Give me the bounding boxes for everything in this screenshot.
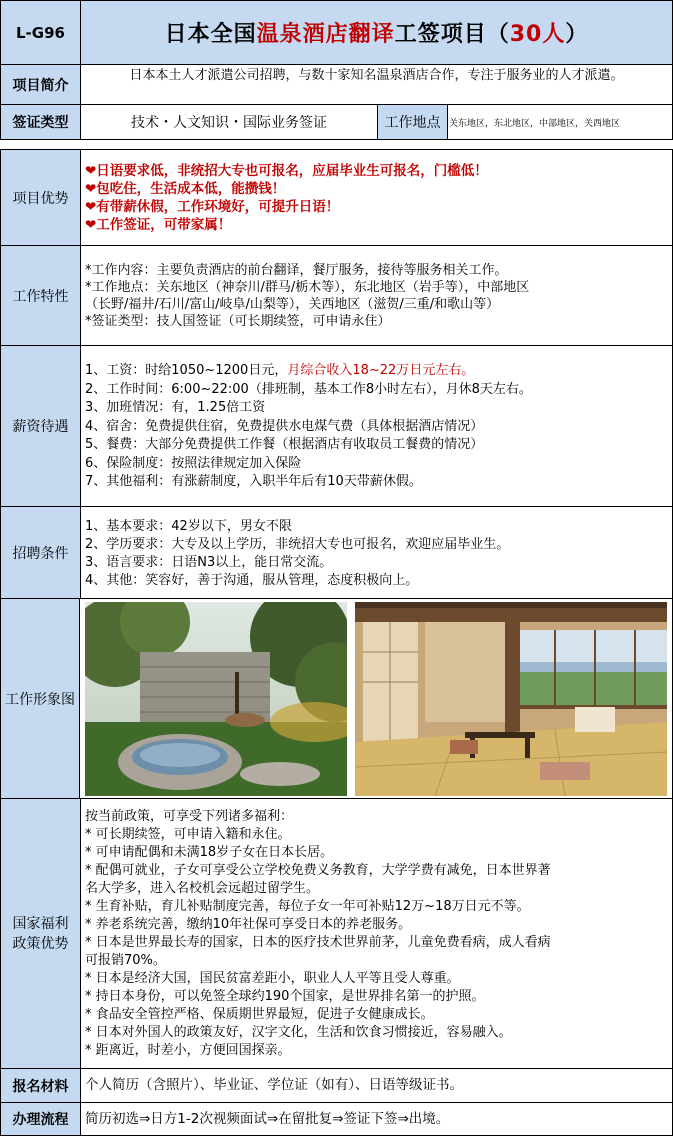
intro-text: 日本本土人才派遣公司招聘，与数十家知名温泉酒店合作，专注于服务业的人才派遣。	[129, 68, 624, 83]
advantages-label: 项目优势	[1, 150, 81, 245]
location-label: 工作地点	[378, 105, 448, 139]
advantage-item: ❤包吃住，生活成本低，能攒钱！	[85, 181, 286, 197]
welfare-line: * 可长期续签，可申请入籍和永住。	[85, 827, 291, 842]
salary-line: 6、保险制度：按照法律规定加入保险	[85, 455, 302, 471]
welfare-line: * 食品安全管控严格、保质期世界最短，促进子女健康成长。	[85, 1007, 434, 1022]
visa-label: 签证类型	[1, 105, 81, 139]
salary-line	[85, 362, 668, 381]
welfare-row	[1, 799, 672, 1069]
welfare-line: * 生育补贴，育儿补贴制度完善，每位子女一年可补贴12万~18万日元不等。	[85, 899, 530, 914]
salary-monthly-highlight: 月综合收入18~22万日元左右。	[287, 363, 475, 378]
features-label: 工作特性	[1, 246, 81, 345]
requirement-line: 1、基本要求：42岁以下，男女不限	[85, 519, 292, 534]
feature-line: *签证类型：技人国签证（可长期续签，可申请永住）	[85, 314, 391, 329]
visa-row	[1, 105, 672, 139]
requirements-label: 招聘条件	[1, 507, 81, 598]
visa-value: 技术・人文知识・国际业务签证	[81, 105, 378, 139]
salary-line: 3、加班情况：有，1.25倍工资	[85, 400, 266, 415]
feature-line: *工作地点：关东地区（神奈川/群马/栃木等），东北地区（岩手等），中部地区	[85, 280, 530, 295]
welfare-line: * 持日本身份，可以免签全球约190个国家，是世界排名第一的护照。	[85, 989, 485, 1004]
welfare-label: 国家福利政策优势	[1, 799, 81, 1068]
salary-list	[81, 346, 672, 506]
welfare-line: 按当前政策，可享受下列诸多福利：	[85, 809, 294, 824]
requirement-line: 4、其他：笑容好，善于沟通，服从管理，态度积极向上。	[85, 573, 419, 588]
advantage-item: ❤工作签证，可带家属！	[85, 217, 232, 233]
process-text: 简历初选⇒日方1-2次视频面试⇒在留批复⇒签证下签⇒出境。	[85, 1110, 450, 1127]
images-label: 工作形象图	[1, 599, 80, 798]
advantages-list	[81, 150, 672, 245]
materials-text: 个人简历（含照片）、毕业证、学位证（如有）、日语等级证书。	[85, 1077, 463, 1094]
materials-label: 报名材料	[1, 1069, 81, 1102]
intro-row	[1, 65, 672, 105]
title-part-2: 温泉酒店翻译	[256, 22, 395, 47]
onsen-photo	[85, 602, 347, 796]
welfare-line: * 距离近，时差小，方便回国探亲。	[85, 1043, 291, 1058]
title-part-3: 工签项目（	[394, 22, 510, 47]
welfare-line: * 日本是经济大国，国民贫富差距小，职业人人平等且受人尊重。	[85, 971, 460, 986]
images-row	[1, 599, 672, 799]
requirements-row	[1, 507, 672, 599]
welfare-line: * 可申请配偶和未满18岁子女在日本长居。	[85, 845, 334, 860]
salary-row	[1, 346, 672, 507]
salary-line-prefix: 1、工资：时给1050~1200日元，	[85, 363, 288, 378]
welfare-line: * 日本对外国人的政策友好，汉字文化，生活和饮食习惯接近，容易融入。	[85, 1025, 512, 1040]
advantage-item: ❤有带薪休假，工作环境好，可提升日语！	[85, 199, 340, 215]
materials-row	[1, 1069, 672, 1103]
features-list	[81, 246, 672, 345]
header-table	[0, 0, 673, 140]
title-part-4: 30人	[509, 22, 566, 47]
title-row	[1, 1, 672, 65]
welfare-line: 可报销70%。	[85, 953, 166, 968]
location-value: 关东地区，东北地区，中部地区，关西地区	[449, 118, 621, 129]
features-row	[1, 246, 672, 346]
welfare-line: 名大学多，进入名校机会远超过留学生。	[85, 881, 320, 896]
intro-label: 项目简介	[1, 65, 81, 104]
tatami-room-photo	[355, 602, 667, 796]
advantage-item: ❤日语要求低，非统招大专也可报名，应届毕业生可报名，门槛低！	[85, 163, 488, 179]
salary-line: 4、宿舍：免费提供住宿，免费提供水电煤气费（具体根据酒店情况）	[85, 418, 484, 434]
requirement-line: 3、语言要求：日语N3以上，能日常交流。	[85, 555, 333, 570]
welfare-line: * 配偶可就业，子女可享受公立学校免费义务教育，大学学费有减免，日本世界著	[85, 863, 551, 878]
title-part-1: 日本全国	[164, 22, 257, 47]
process-row	[1, 1103, 672, 1135]
images-area	[80, 599, 672, 798]
advantages-row	[1, 150, 672, 246]
project-code: L-G96	[1, 1, 81, 64]
main-table	[0, 149, 673, 1136]
title-part-5: ）	[565, 22, 589, 47]
welfare-line: * 养老系统完善，缴纳10年社保可享受日本的养老服务。	[85, 917, 412, 932]
salary-label: 薪资待遇	[1, 346, 81, 506]
salary-line: 2、工作时间：6:00~22:00（排班制，基本工作8小时左右），月休8天左右。	[85, 381, 532, 397]
salary-line: 5、餐费：大部分免费提供工作餐（根据酒店有收取员工餐费的情况）	[85, 437, 484, 452]
requirement-line: 2、学历要求：大专及以上学历，非统招大专也可报名，欢迎应届毕业生。	[85, 537, 510, 552]
requirements-list	[81, 507, 672, 598]
salary-line: 7、其他福利：有涨薪制度，入职半年后有10天带薪休假。	[85, 474, 422, 489]
welfare-line: * 日本是世界最长寿的国家，日本的医疗技术世界前茅，儿童免费看病，成人看病	[85, 935, 551, 950]
feature-line: （长野/福井/石川/富山/岐阜/山梨等），关西地区（滋贺/三重/和歌山等）	[85, 297, 500, 312]
process-label: 办理流程	[1, 1103, 81, 1135]
page-title	[81, 1, 672, 64]
feature-line: *工作内容：主要负责酒店的前台翻译，餐厅服务，接待等服务相关工作。	[85, 263, 508, 278]
welfare-list	[81, 799, 672, 1068]
